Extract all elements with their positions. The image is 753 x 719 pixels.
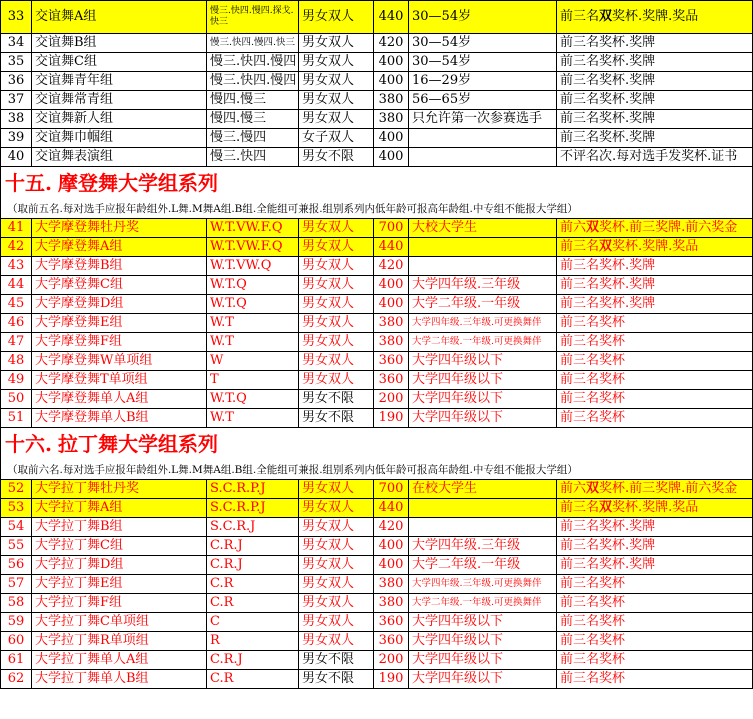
- section-note-row: [1, 461, 753, 480]
- row-number: 44: [1, 276, 32, 295]
- row-number: 55: [1, 537, 32, 556]
- dances-cell: 慢三.快四.慢四.探戈.快三: [207, 1, 299, 34]
- prize-cell: [557, 333, 753, 352]
- fee-cell: 420: [374, 34, 409, 53]
- section-name: 拉丁舞大学组系列: [57, 432, 218, 457]
- age-requirement: 大学四年级.三年级.可更换舞伴: [409, 314, 557, 333]
- prize-text: 前三名奖杯: [560, 391, 626, 406]
- dances-cell: 慢三.快四: [207, 148, 299, 167]
- prize-text: 不评名次.每对选手发奖杯.证书: [560, 149, 738, 164]
- group-name: 大学拉丁舞A组: [32, 499, 207, 518]
- pair-type: 男女不限: [299, 409, 374, 428]
- prize-cell: [557, 295, 753, 314]
- group-name: 大学摩登舞W单项组: [32, 352, 207, 371]
- prize-cell: [557, 670, 753, 689]
- pair-type: 男女不限: [299, 390, 374, 409]
- age-requirement: 大学四年级以下: [409, 409, 557, 428]
- age-requirement: [409, 238, 557, 257]
- dances-cell: S.C.R.P.J: [207, 499, 299, 518]
- group-name: 大学摩登舞T单项组: [32, 371, 207, 390]
- pair-type: 男女双人: [299, 556, 374, 575]
- pair-type: 男女双人: [299, 238, 374, 257]
- section-header-row: [1, 167, 753, 200]
- prize-text: 前三名奖杯: [560, 576, 626, 591]
- prize-double-mark: 双: [599, 9, 613, 24]
- age-requirement: 大学四年级以下: [409, 390, 557, 409]
- dances-cell: W: [207, 352, 299, 371]
- group-name: 交谊舞巾帼组: [32, 129, 207, 148]
- age-requirement: 大学二年级.一年级: [409, 295, 557, 314]
- group-name: 大学摩登舞D组: [32, 295, 207, 314]
- prize-text-rest: 奖杯.奖牌.奖品: [612, 500, 699, 515]
- row-number: 60: [1, 632, 32, 651]
- section-number: 十六.: [5, 432, 52, 457]
- pair-type: 男女双人: [299, 276, 374, 295]
- fee-cell: 190: [374, 409, 409, 428]
- age-requirement: [409, 148, 557, 167]
- prize-text: 前三名奖杯.奖牌: [560, 92, 656, 107]
- prize-cell: [557, 499, 753, 518]
- prize-double-mark: 双: [586, 481, 600, 496]
- prize-text: 前三名奖杯: [560, 652, 626, 667]
- table-row: [1, 53, 753, 72]
- prize-cell: [557, 53, 753, 72]
- group-name: 大学摩登舞单人B组: [32, 409, 207, 428]
- pair-type: 男女双人: [299, 72, 374, 91]
- row-number: 57: [1, 575, 32, 594]
- prize-cell: [557, 409, 753, 428]
- prize-cell: [557, 34, 753, 53]
- pair-type: 男女不限: [299, 148, 374, 167]
- prize-text: 前三名奖杯.奖牌: [560, 277, 656, 292]
- row-number: 41: [1, 219, 32, 238]
- fee-cell: 190: [374, 670, 409, 689]
- dances-cell: C.R.J: [207, 556, 299, 575]
- pair-type: 男女双人: [299, 219, 374, 238]
- group-name: 大学拉丁舞E组: [32, 575, 207, 594]
- fee-cell: 380: [374, 314, 409, 333]
- pair-type: 男女双人: [299, 575, 374, 594]
- row-number: 62: [1, 670, 32, 689]
- row-number: 34: [1, 34, 32, 53]
- fee-cell: 360: [374, 613, 409, 632]
- age-requirement: 只允许第一次参赛选手: [409, 110, 557, 129]
- row-number: 52: [1, 480, 32, 499]
- dances-cell: W.T.Q: [207, 295, 299, 314]
- pair-type: 男女双人: [299, 314, 374, 333]
- prize-text-rest: 奖杯.前三奖牌.前六奖金: [599, 220, 738, 235]
- row-number: 47: [1, 333, 32, 352]
- group-name: 大学拉丁舞R单项组: [32, 632, 207, 651]
- table-row: [1, 556, 753, 575]
- age-requirement: 大学二年级.一年级.可更换舞伴: [409, 333, 557, 352]
- row-number: 33: [1, 1, 32, 34]
- prize-cell: [557, 613, 753, 632]
- pair-type: 男女不限: [299, 670, 374, 689]
- age-requirement: 30—54岁: [409, 1, 557, 34]
- dances-cell: R: [207, 632, 299, 651]
- prize-double-mark: 双: [599, 239, 613, 254]
- dances-cell: C: [207, 613, 299, 632]
- age-requirement: [409, 257, 557, 276]
- group-name: 大学摩登舞C组: [32, 276, 207, 295]
- prize-cell: [557, 575, 753, 594]
- dances-cell: 慢四.慢三: [207, 91, 299, 110]
- table-row: [1, 537, 753, 556]
- prize-cell: [557, 219, 753, 238]
- fee-cell: 400: [374, 129, 409, 148]
- prize-text: 前三名奖杯: [560, 353, 626, 368]
- row-number: 38: [1, 110, 32, 129]
- section-note: （取前五名.每对选手应报年龄组外.L舞.M舞A组.B组.全能组可兼报.组别系列内低年龄可报高年龄组.中专组不能报大学组）: [1, 200, 753, 219]
- fee-cell: 360: [374, 352, 409, 371]
- group-name: 大学拉丁舞C单项组: [32, 613, 207, 632]
- table-row: [1, 72, 753, 91]
- table-row: [1, 480, 753, 499]
- prize-cell: [557, 276, 753, 295]
- prize-cell: [557, 518, 753, 537]
- row-number: 48: [1, 352, 32, 371]
- prize-text: 前三名奖杯: [560, 614, 626, 629]
- fee-cell: 420: [374, 257, 409, 276]
- prize-cell: [557, 651, 753, 670]
- group-name: 交谊舞新人组: [32, 110, 207, 129]
- fee-cell: 400: [374, 276, 409, 295]
- prize-cell: [557, 72, 753, 91]
- pair-type: 男女双人: [299, 53, 374, 72]
- dances-cell: 慢三.慢四: [207, 129, 299, 148]
- fee-cell: 440: [374, 499, 409, 518]
- prize-cell: [557, 148, 753, 167]
- age-requirement: 在校大学生: [409, 480, 557, 499]
- prize-text: 前三名奖杯.奖牌: [560, 130, 656, 145]
- fee-cell: 380: [374, 333, 409, 352]
- prize-text: 前三名奖杯: [560, 372, 626, 387]
- row-number: 39: [1, 129, 32, 148]
- group-name: 大学摩登舞A组: [32, 238, 207, 257]
- pair-type: 男女双人: [299, 352, 374, 371]
- dances-cell: W.T: [207, 333, 299, 352]
- table-row: [1, 257, 753, 276]
- dances-cell: 慢三.快四.慢四: [207, 72, 299, 91]
- row-number: 45: [1, 295, 32, 314]
- fee-cell: 400: [374, 148, 409, 167]
- dances-cell: W.T: [207, 409, 299, 428]
- fee-cell: 400: [374, 53, 409, 72]
- fee-cell: 420: [374, 518, 409, 537]
- prize-text: 前三名奖杯.奖牌: [560, 258, 656, 273]
- group-name: 交谊舞青年组: [32, 72, 207, 91]
- dances-cell: C.R.J: [207, 537, 299, 556]
- fee-cell: 380: [374, 91, 409, 110]
- age-requirement: 30—54岁: [409, 34, 557, 53]
- section-title: [1, 428, 753, 461]
- prize-text: 前三名: [560, 9, 600, 24]
- prize-text: 前三名奖杯.奖牌: [560, 557, 656, 572]
- prize-cell: [557, 238, 753, 257]
- age-requirement: 16—29岁: [409, 72, 557, 91]
- age-requirement: 大学四年级以下: [409, 670, 557, 689]
- fee-cell: 400: [374, 556, 409, 575]
- dances-cell: W.T.VW.Q: [207, 257, 299, 276]
- section-number: 十五.: [5, 171, 52, 196]
- section-note: （取前六名.每对选手应报年龄组外.L舞.M舞A组.B组.全能组可兼报.组别系列内低年龄可报高年龄组.中专组不能报大学组）: [1, 461, 753, 480]
- group-name: 大学拉丁舞单人B组: [32, 670, 207, 689]
- prize-text: 前三名奖杯.奖牌: [560, 538, 656, 553]
- table-row: [1, 110, 753, 129]
- dances-cell: 慢四.慢三: [207, 110, 299, 129]
- prize-text: 前三名: [560, 500, 600, 515]
- table-row: [1, 613, 753, 632]
- group-name: 大学拉丁舞D组: [32, 556, 207, 575]
- table-row: [1, 594, 753, 613]
- section-header-row: [1, 428, 753, 461]
- dances-cell: W.T: [207, 314, 299, 333]
- group-name: 大学摩登舞B组: [32, 257, 207, 276]
- prize-cell: [557, 480, 753, 499]
- group-name: 大学摩登舞F组: [32, 333, 207, 352]
- fee-cell: 200: [374, 390, 409, 409]
- table-row: [1, 390, 753, 409]
- dances-cell: S.C.R.P.J: [207, 480, 299, 499]
- group-name: 大学拉丁舞F组: [32, 594, 207, 613]
- prize-text: 前三名奖杯.奖牌: [560, 296, 656, 311]
- prize-text: 前三名奖杯: [560, 410, 626, 425]
- row-number: 35: [1, 53, 32, 72]
- row-number: 37: [1, 91, 32, 110]
- group-name: 交谊舞表演组: [32, 148, 207, 167]
- prize-text: 前三名奖杯: [560, 671, 626, 686]
- prize-cell: [557, 257, 753, 276]
- table-body: [1, 1, 753, 689]
- fee-cell: 400: [374, 537, 409, 556]
- age-requirement: [409, 518, 557, 537]
- table-row: [1, 238, 753, 257]
- pair-type: 男女双人: [299, 613, 374, 632]
- prize-text: 前三名奖杯: [560, 334, 626, 349]
- pair-type: 男女双人: [299, 1, 374, 34]
- age-requirement: 大学四年级.三年级: [409, 276, 557, 295]
- prize-text: 前三名: [560, 239, 600, 254]
- age-requirement: 大学四年级以下: [409, 613, 557, 632]
- prize-double-mark: 双: [586, 220, 600, 235]
- prize-cell: [557, 352, 753, 371]
- dances-cell: W.T.Q: [207, 390, 299, 409]
- prize-text: 前三名奖杯.奖牌: [560, 54, 656, 69]
- age-requirement: [409, 129, 557, 148]
- dances-cell: C.R: [207, 670, 299, 689]
- age-requirement: 大学四年级以下: [409, 632, 557, 651]
- pair-type: 男女双人: [299, 110, 374, 129]
- fee-cell: 360: [374, 632, 409, 651]
- row-number: 43: [1, 257, 32, 276]
- age-requirement: 56—65岁: [409, 91, 557, 110]
- table-row: [1, 129, 753, 148]
- table-row: [1, 314, 753, 333]
- row-number: 50: [1, 390, 32, 409]
- fee-cell: 700: [374, 219, 409, 238]
- prize-text: 前三名奖杯: [560, 633, 626, 648]
- prize-cell: [557, 390, 753, 409]
- prize-text: 前三名奖杯.奖牌: [560, 519, 656, 534]
- table-row: [1, 276, 753, 295]
- group-name: 大学摩登舞E组: [32, 314, 207, 333]
- table-row: [1, 670, 753, 689]
- group-name: 交谊舞A组: [32, 1, 207, 34]
- table-row: [1, 371, 753, 390]
- age-requirement: 30—54岁: [409, 53, 557, 72]
- group-name: 大学拉丁舞牡丹奖: [32, 480, 207, 499]
- fee-cell: 380: [374, 594, 409, 613]
- table-row: [1, 632, 753, 651]
- prize-double-mark: 双: [599, 500, 613, 515]
- pair-type: 男女双人: [299, 480, 374, 499]
- age-requirement: 大学二年级.一年级: [409, 556, 557, 575]
- row-number: 51: [1, 409, 32, 428]
- age-requirement: 大学四年级以下: [409, 371, 557, 390]
- prize-text: 前六: [560, 481, 587, 496]
- prize-cell: [557, 314, 753, 333]
- age-requirement: 大学四年级.三年级.可更换舞伴: [409, 575, 557, 594]
- pair-type: 男女不限: [299, 651, 374, 670]
- age-requirement: 大校大学生: [409, 219, 557, 238]
- row-number: 42: [1, 238, 32, 257]
- pair-type: 男女双人: [299, 594, 374, 613]
- age-requirement: 大学四年级以下: [409, 352, 557, 371]
- prize-text: 前三名奖杯.奖牌: [560, 73, 656, 88]
- prize-text: 前三名奖杯.奖牌: [560, 35, 656, 50]
- section-note-row: [1, 200, 753, 219]
- pair-type: 女子双人: [299, 129, 374, 148]
- group-name: 交谊舞B组: [32, 34, 207, 53]
- prize-text-rest: 奖杯.前三奖牌.前六奖金: [599, 481, 738, 496]
- table-row: [1, 91, 753, 110]
- row-number: 53: [1, 499, 32, 518]
- fee-cell: 700: [374, 480, 409, 499]
- row-number: 59: [1, 613, 32, 632]
- prize-cell: [557, 594, 753, 613]
- table-row: [1, 352, 753, 371]
- prize-cell: [557, 556, 753, 575]
- pair-type: 男女双人: [299, 295, 374, 314]
- prize-text: 前三名奖杯: [560, 595, 626, 610]
- table-row: [1, 295, 753, 314]
- fee-cell: 380: [374, 575, 409, 594]
- dances-cell: W.T.VW.F.Q: [207, 219, 299, 238]
- row-number: 61: [1, 651, 32, 670]
- section-name: 摩登舞大学组系列: [57, 171, 218, 196]
- dances-cell: T: [207, 371, 299, 390]
- group-name: 交谊舞常青组: [32, 91, 207, 110]
- dances-cell: S.C.R.J: [207, 518, 299, 537]
- prize-cell: [557, 371, 753, 390]
- group-name: 大学拉丁舞C组: [32, 537, 207, 556]
- pair-type: 男女双人: [299, 91, 374, 110]
- pair-type: 男女双人: [299, 257, 374, 276]
- prize-cell: [557, 91, 753, 110]
- prize-cell: [557, 110, 753, 129]
- prize-cell: [557, 632, 753, 651]
- age-requirement: 大学四年级.三年级: [409, 537, 557, 556]
- section-title: [1, 167, 753, 200]
- fee-cell: 400: [374, 72, 409, 91]
- dances-cell: 慢三.快四.慢四.快三: [207, 34, 299, 53]
- table-row: [1, 34, 753, 53]
- pair-type: 男女双人: [299, 518, 374, 537]
- prize-text-rest: 奖杯.奖牌.奖品: [612, 9, 699, 24]
- row-number: 36: [1, 72, 32, 91]
- dances-cell: C.R: [207, 594, 299, 613]
- dances-cell: W.T.Q: [207, 276, 299, 295]
- fee-cell: 200: [374, 651, 409, 670]
- table-row: [1, 219, 753, 238]
- row-number: 46: [1, 314, 32, 333]
- prize-text: 前三名奖杯: [560, 315, 626, 330]
- group-name: 大学拉丁舞单人A组: [32, 651, 207, 670]
- dances-cell: C.R: [207, 575, 299, 594]
- prize-text: 前六: [560, 220, 587, 235]
- group-name: 交谊舞C组: [32, 53, 207, 72]
- dances-cell: 慢三.快四.慢四: [207, 53, 299, 72]
- group-name: 大学摩登舞单人A组: [32, 390, 207, 409]
- table-row: [1, 499, 753, 518]
- table-row: [1, 651, 753, 670]
- age-requirement: [409, 499, 557, 518]
- table-row: [1, 409, 753, 428]
- row-number: 49: [1, 371, 32, 390]
- dances-cell: C.R.J: [207, 651, 299, 670]
- fee-cell: 440: [374, 1, 409, 34]
- prize-text-rest: 奖杯.奖牌.奖品: [612, 239, 699, 254]
- row-number: 56: [1, 556, 32, 575]
- pair-type: 男女双人: [299, 537, 374, 556]
- table-row: [1, 148, 753, 167]
- fee-cell: 440: [374, 238, 409, 257]
- fee-cell: 380: [374, 110, 409, 129]
- age-requirement: 大学四年级以下: [409, 651, 557, 670]
- pair-type: 男女双人: [299, 632, 374, 651]
- group-name: 大学拉丁舞B组: [32, 518, 207, 537]
- prize-cell: [557, 1, 753, 34]
- prize-cell: [557, 129, 753, 148]
- fee-cell: 360: [374, 371, 409, 390]
- pair-type: 男女双人: [299, 333, 374, 352]
- group-name: 大学摩登舞牡丹奖: [32, 219, 207, 238]
- dances-cell: W.T.VW.F.Q: [207, 238, 299, 257]
- row-number: 40: [1, 148, 32, 167]
- table-row: [1, 333, 753, 352]
- row-number: 58: [1, 594, 32, 613]
- table-row: [1, 575, 753, 594]
- row-number: 54: [1, 518, 32, 537]
- pair-type: 男女双人: [299, 34, 374, 53]
- age-requirement: 大学二年级.一年级.可更换舞伴: [409, 594, 557, 613]
- prize-cell: [557, 537, 753, 556]
- pair-type: 男女双人: [299, 371, 374, 390]
- prize-text: 前三名奖杯.奖牌: [560, 111, 656, 126]
- pair-type: 男女双人: [299, 499, 374, 518]
- table-row: [1, 1, 753, 34]
- table-row: [1, 518, 753, 537]
- fee-cell: 400: [374, 295, 409, 314]
